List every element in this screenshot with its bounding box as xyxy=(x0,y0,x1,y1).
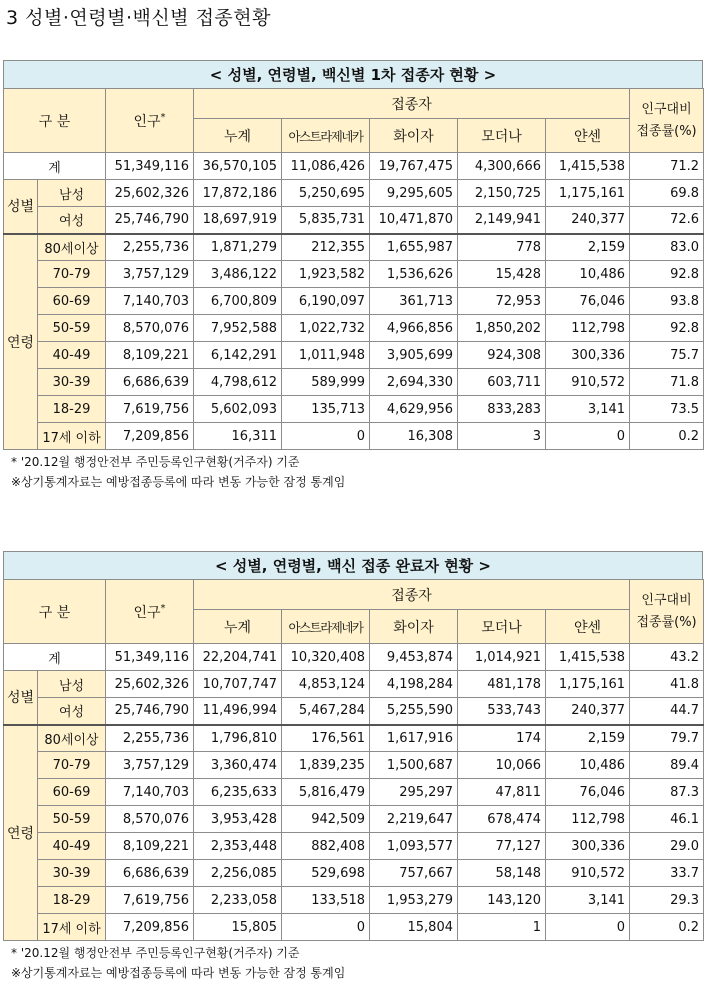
cell-mo: 15,428 xyxy=(458,261,546,288)
janssen-header: 얀센 xyxy=(546,119,630,153)
cell-pf: 2,694,330 xyxy=(370,369,458,396)
cell-rate: 29.3 xyxy=(630,887,704,914)
cell-cum: 2,233,058 xyxy=(194,887,282,914)
cell-pf: 3,905,699 xyxy=(370,342,458,369)
table-row xyxy=(4,288,704,315)
cell-pop: 25,746,790 xyxy=(106,698,194,725)
table-row xyxy=(4,180,704,207)
ratio-header-line2: 접종률(%) xyxy=(636,123,697,139)
row-label: 계 xyxy=(4,153,106,180)
row-label: 여성 xyxy=(38,207,106,234)
cell-az: 1,923,582 xyxy=(282,261,370,288)
table-row xyxy=(4,342,704,369)
cell-mo: 174 xyxy=(458,725,546,752)
cell-ja: 2,159 xyxy=(546,725,630,752)
moderna-header: 모더나 xyxy=(458,119,546,153)
cell-az: 11,086,426 xyxy=(282,153,370,180)
row-label: 17세 이하 xyxy=(38,423,106,450)
cell-rate: 92.8 xyxy=(630,315,704,342)
cell-mo: 924,308 xyxy=(458,342,546,369)
cell-ja: 3,141 xyxy=(546,887,630,914)
row-label: 남성 xyxy=(38,180,106,207)
cumulative-header: 누계 xyxy=(194,610,282,644)
footnote: ※상기통계자료는 예방접종등록에 따라 변동 가능한 잠정 통계임 xyxy=(11,475,346,489)
cell-mo: 2,150,725 xyxy=(458,180,546,207)
table-row xyxy=(4,725,704,752)
cell-mo: 3 xyxy=(458,423,546,450)
population-label: 인구 xyxy=(133,604,161,621)
cell-ja: 300,336 xyxy=(546,833,630,860)
cell-cum: 3,953,428 xyxy=(194,806,282,833)
cell-cum: 36,570,105 xyxy=(194,153,282,180)
table-title: < 성별, 연령별, 백신 접종 완료자 현황 > xyxy=(3,551,703,579)
cell-cum: 17,872,186 xyxy=(194,180,282,207)
table-row xyxy=(4,752,704,779)
cell-az: 529,698 xyxy=(282,860,370,887)
table-row xyxy=(4,423,704,450)
cell-ja: 240,377 xyxy=(546,698,630,725)
cell-az: 5,250,695 xyxy=(282,180,370,207)
footnotes xyxy=(3,452,703,492)
group-label-age: 연령 xyxy=(4,234,38,450)
cell-pop: 7,140,703 xyxy=(106,779,194,806)
cell-cum: 10,707,747 xyxy=(194,671,282,698)
row-label: 60-69 xyxy=(38,779,106,806)
cell-pf: 19,767,475 xyxy=(370,153,458,180)
row-label: 18-29 xyxy=(38,887,106,914)
cell-pf: 5,255,590 xyxy=(370,698,458,725)
table-row xyxy=(4,914,704,941)
table-row xyxy=(4,369,704,396)
vaccination-table xyxy=(3,579,704,941)
cell-az: 942,509 xyxy=(282,806,370,833)
vaccinated-header: 접종자 xyxy=(194,89,630,119)
cell-mo: 1,014,921 xyxy=(458,644,546,671)
cell-ja: 240,377 xyxy=(546,207,630,234)
cell-az: 6,190,097 xyxy=(282,288,370,315)
cell-ja: 910,572 xyxy=(546,860,630,887)
cell-mo: 2,149,941 xyxy=(458,207,546,234)
cell-mo: 143,120 xyxy=(458,887,546,914)
cell-mo: 833,283 xyxy=(458,396,546,423)
table-row xyxy=(4,860,704,887)
cell-pf: 295,297 xyxy=(370,779,458,806)
astrazeneca-header: 아스트라제네카 xyxy=(282,119,370,153)
ratio-header-line2: 접종률(%) xyxy=(636,614,697,630)
cell-ja: 1,175,161 xyxy=(546,180,630,207)
cell-rate: 0.2 xyxy=(630,914,704,941)
row-label: 18-29 xyxy=(38,396,106,423)
category-header: 구 분 xyxy=(4,89,106,153)
cell-cum: 5,602,093 xyxy=(194,396,282,423)
row-label: 70-79 xyxy=(38,752,106,779)
cell-pop: 7,209,856 xyxy=(106,423,194,450)
cell-cum: 6,235,633 xyxy=(194,779,282,806)
row-label: 30-39 xyxy=(38,860,106,887)
population-label: 인구 xyxy=(133,113,161,130)
cell-pf: 15,804 xyxy=(370,914,458,941)
row-label: 계 xyxy=(4,644,106,671)
cell-cum: 2,256,085 xyxy=(194,860,282,887)
cell-pop: 7,619,756 xyxy=(106,396,194,423)
cell-mo: 678,474 xyxy=(458,806,546,833)
cell-mo: 72,953 xyxy=(458,288,546,315)
pfizer-header: 화이자 xyxy=(370,119,458,153)
first-dose-section xyxy=(3,60,703,492)
cell-mo: 603,711 xyxy=(458,369,546,396)
group-label-sex: 성별 xyxy=(4,180,38,234)
cell-cum: 1,796,810 xyxy=(194,725,282,752)
cell-mo: 47,811 xyxy=(458,779,546,806)
cell-cum: 6,142,291 xyxy=(194,342,282,369)
janssen-header: 얀센 xyxy=(546,610,630,644)
cell-ja: 0 xyxy=(546,914,630,941)
cell-pf: 2,219,647 xyxy=(370,806,458,833)
cell-pop: 3,757,129 xyxy=(106,752,194,779)
cell-rate: 79.7 xyxy=(630,725,704,752)
cell-ja: 1,175,161 xyxy=(546,671,630,698)
table-title: < 성별, 연령별, 백신별 1차 접종자 현황 > xyxy=(3,60,703,88)
population-footnote-mark: * xyxy=(160,111,166,123)
footnote: * '20.12월 행정안전부 주민등록인구현황(거주자) 기준 xyxy=(11,455,300,469)
page-title: 3 성별·연령별·백신별 접종현황 xyxy=(6,7,271,29)
cell-rate: 71.2 xyxy=(630,153,704,180)
cell-rate: 43.2 xyxy=(630,644,704,671)
row-label: 70-79 xyxy=(38,261,106,288)
cell-cum: 22,204,741 xyxy=(194,644,282,671)
population-header xyxy=(106,580,194,644)
cell-cum: 15,805 xyxy=(194,914,282,941)
cell-cum: 16,311 xyxy=(194,423,282,450)
cell-ja: 3,141 xyxy=(546,396,630,423)
cell-pop: 25,602,326 xyxy=(106,671,194,698)
cell-ja: 300,336 xyxy=(546,342,630,369)
row-label: 80세이상 xyxy=(38,234,106,261)
cell-pf: 1,617,916 xyxy=(370,725,458,752)
cell-pop: 2,255,736 xyxy=(106,725,194,752)
cell-ja: 112,798 xyxy=(546,806,630,833)
footnote: * '20.12월 행정안전부 주민등록인구현황(거주자) 기준 xyxy=(11,946,300,960)
table-row xyxy=(4,644,704,671)
cell-az: 1,011,948 xyxy=(282,342,370,369)
cell-cum: 3,486,122 xyxy=(194,261,282,288)
cell-rate: 75.7 xyxy=(630,342,704,369)
footnotes xyxy=(3,943,703,983)
cell-pop: 25,746,790 xyxy=(106,207,194,234)
cell-mo: 481,178 xyxy=(458,671,546,698)
cell-ja: 10,486 xyxy=(546,752,630,779)
cell-pop: 8,570,076 xyxy=(106,315,194,342)
cell-az: 176,561 xyxy=(282,725,370,752)
cell-az: 4,853,124 xyxy=(282,671,370,698)
cell-az: 212,355 xyxy=(282,234,370,261)
cell-pop: 51,349,116 xyxy=(106,644,194,671)
cell-pf: 10,471,870 xyxy=(370,207,458,234)
cell-az: 882,408 xyxy=(282,833,370,860)
population-header xyxy=(106,89,194,153)
cell-az: 133,518 xyxy=(282,887,370,914)
category-header: 구 분 xyxy=(4,580,106,644)
cell-rate: 92.8 xyxy=(630,261,704,288)
cell-rate: 89.4 xyxy=(630,752,704,779)
cell-pf: 4,198,284 xyxy=(370,671,458,698)
cell-mo: 1,850,202 xyxy=(458,315,546,342)
cell-ja: 0 xyxy=(546,423,630,450)
cell-pop: 7,209,856 xyxy=(106,914,194,941)
cell-ja: 76,046 xyxy=(546,779,630,806)
cell-rate: 29.0 xyxy=(630,833,704,860)
cell-rate: 73.5 xyxy=(630,396,704,423)
cell-ja: 10,486 xyxy=(546,261,630,288)
cell-ja: 2,159 xyxy=(546,234,630,261)
header-row xyxy=(4,580,704,610)
population-footnote-mark: * xyxy=(160,602,166,614)
cell-mo: 533,743 xyxy=(458,698,546,725)
ratio-header-line1: 인구대비 xyxy=(641,101,692,117)
ratio-header-line1: 인구대비 xyxy=(641,592,692,608)
cell-rate: 87.3 xyxy=(630,779,704,806)
row-label: 40-49 xyxy=(38,833,106,860)
cell-az: 0 xyxy=(282,423,370,450)
cell-pop: 8,570,076 xyxy=(106,806,194,833)
table-row xyxy=(4,207,704,234)
cell-pf: 16,308 xyxy=(370,423,458,450)
cell-mo: 58,148 xyxy=(458,860,546,887)
cell-pf: 1,500,687 xyxy=(370,752,458,779)
cell-pf: 4,966,856 xyxy=(370,315,458,342)
table-row xyxy=(4,806,704,833)
cell-pop: 3,757,129 xyxy=(106,261,194,288)
table-row xyxy=(4,153,704,180)
cell-pf: 1,953,279 xyxy=(370,887,458,914)
cell-cum: 11,496,994 xyxy=(194,698,282,725)
table-row xyxy=(4,315,704,342)
cell-pf: 757,667 xyxy=(370,860,458,887)
cell-az: 5,467,284 xyxy=(282,698,370,725)
cell-az: 5,816,479 xyxy=(282,779,370,806)
cell-pf: 1,093,577 xyxy=(370,833,458,860)
ratio-header xyxy=(630,580,704,644)
cell-rate: 83.0 xyxy=(630,234,704,261)
cell-az: 1,839,235 xyxy=(282,752,370,779)
table-row xyxy=(4,779,704,806)
header-row xyxy=(4,89,704,119)
cell-ja: 910,572 xyxy=(546,369,630,396)
cell-cum: 1,871,279 xyxy=(194,234,282,261)
cell-cum: 3,360,474 xyxy=(194,752,282,779)
footnote: ※상기통계자료는 예방접종등록에 따라 변동 가능한 잠정 통계임 xyxy=(11,966,346,980)
table-row xyxy=(4,698,704,725)
cell-mo: 77,127 xyxy=(458,833,546,860)
cell-mo: 778 xyxy=(458,234,546,261)
cell-pf: 9,295,605 xyxy=(370,180,458,207)
cell-az: 10,320,408 xyxy=(282,644,370,671)
group-label-sex: 성별 xyxy=(4,671,38,725)
cell-pf: 361,713 xyxy=(370,288,458,315)
cell-cum: 7,952,588 xyxy=(194,315,282,342)
cell-pop: 6,686,639 xyxy=(106,860,194,887)
row-label: 30-39 xyxy=(38,369,106,396)
cell-rate: 33.7 xyxy=(630,860,704,887)
cumulative-header: 누계 xyxy=(194,119,282,153)
cell-ja: 1,415,538 xyxy=(546,644,630,671)
row-label: 남성 xyxy=(38,671,106,698)
cell-rate: 69.8 xyxy=(630,180,704,207)
cell-az: 1,022,732 xyxy=(282,315,370,342)
table-row xyxy=(4,833,704,860)
row-label: 50-59 xyxy=(38,806,106,833)
fully-vaccinated-section xyxy=(3,551,703,983)
cell-pf: 1,536,626 xyxy=(370,261,458,288)
row-label: 50-59 xyxy=(38,315,106,342)
cell-rate: 71.8 xyxy=(630,369,704,396)
ratio-header xyxy=(630,89,704,153)
table-row xyxy=(4,261,704,288)
row-label: 여성 xyxy=(38,698,106,725)
cell-rate: 93.8 xyxy=(630,288,704,315)
cell-cum: 6,700,809 xyxy=(194,288,282,315)
table-row xyxy=(4,887,704,914)
vaccination-table xyxy=(3,88,704,450)
astrazeneca-header: 아스트라제네카 xyxy=(282,610,370,644)
table-row xyxy=(4,671,704,698)
pfizer-header: 화이자 xyxy=(370,610,458,644)
cell-ja: 112,798 xyxy=(546,315,630,342)
table-row xyxy=(4,234,704,261)
group-label-age: 연령 xyxy=(4,725,38,941)
cell-mo: 4,300,666 xyxy=(458,153,546,180)
row-label: 80세이상 xyxy=(38,725,106,752)
cell-rate: 41.8 xyxy=(630,671,704,698)
cell-pop: 51,349,116 xyxy=(106,153,194,180)
row-label: 60-69 xyxy=(38,288,106,315)
cell-pop: 8,109,221 xyxy=(106,833,194,860)
cell-rate: 72.6 xyxy=(630,207,704,234)
cell-az: 135,713 xyxy=(282,396,370,423)
cell-az: 589,999 xyxy=(282,369,370,396)
cell-pop: 25,602,326 xyxy=(106,180,194,207)
cell-rate: 0.2 xyxy=(630,423,704,450)
cell-ja: 1,415,538 xyxy=(546,153,630,180)
cell-az: 5,835,731 xyxy=(282,207,370,234)
cell-cum: 18,697,919 xyxy=(194,207,282,234)
cell-pf: 9,453,874 xyxy=(370,644,458,671)
cell-pop: 7,140,703 xyxy=(106,288,194,315)
cell-pop: 8,109,221 xyxy=(106,342,194,369)
vaccinated-header: 접종자 xyxy=(194,580,630,610)
cell-cum: 4,798,612 xyxy=(194,369,282,396)
table-row xyxy=(4,396,704,423)
cell-rate: 44.7 xyxy=(630,698,704,725)
cell-pf: 1,655,987 xyxy=(370,234,458,261)
cell-mo: 10,066 xyxy=(458,752,546,779)
cell-pop: 7,619,756 xyxy=(106,887,194,914)
row-label: 40-49 xyxy=(38,342,106,369)
cell-az: 0 xyxy=(282,914,370,941)
cell-pf: 4,629,956 xyxy=(370,396,458,423)
cell-rate: 46.1 xyxy=(630,806,704,833)
cell-pop: 6,686,639 xyxy=(106,369,194,396)
moderna-header: 모더나 xyxy=(458,610,546,644)
cell-pop: 2,255,736 xyxy=(106,234,194,261)
row-label: 17세 이하 xyxy=(38,914,106,941)
cell-mo: 1 xyxy=(458,914,546,941)
cell-cum: 2,353,448 xyxy=(194,833,282,860)
cell-ja: 76,046 xyxy=(546,288,630,315)
